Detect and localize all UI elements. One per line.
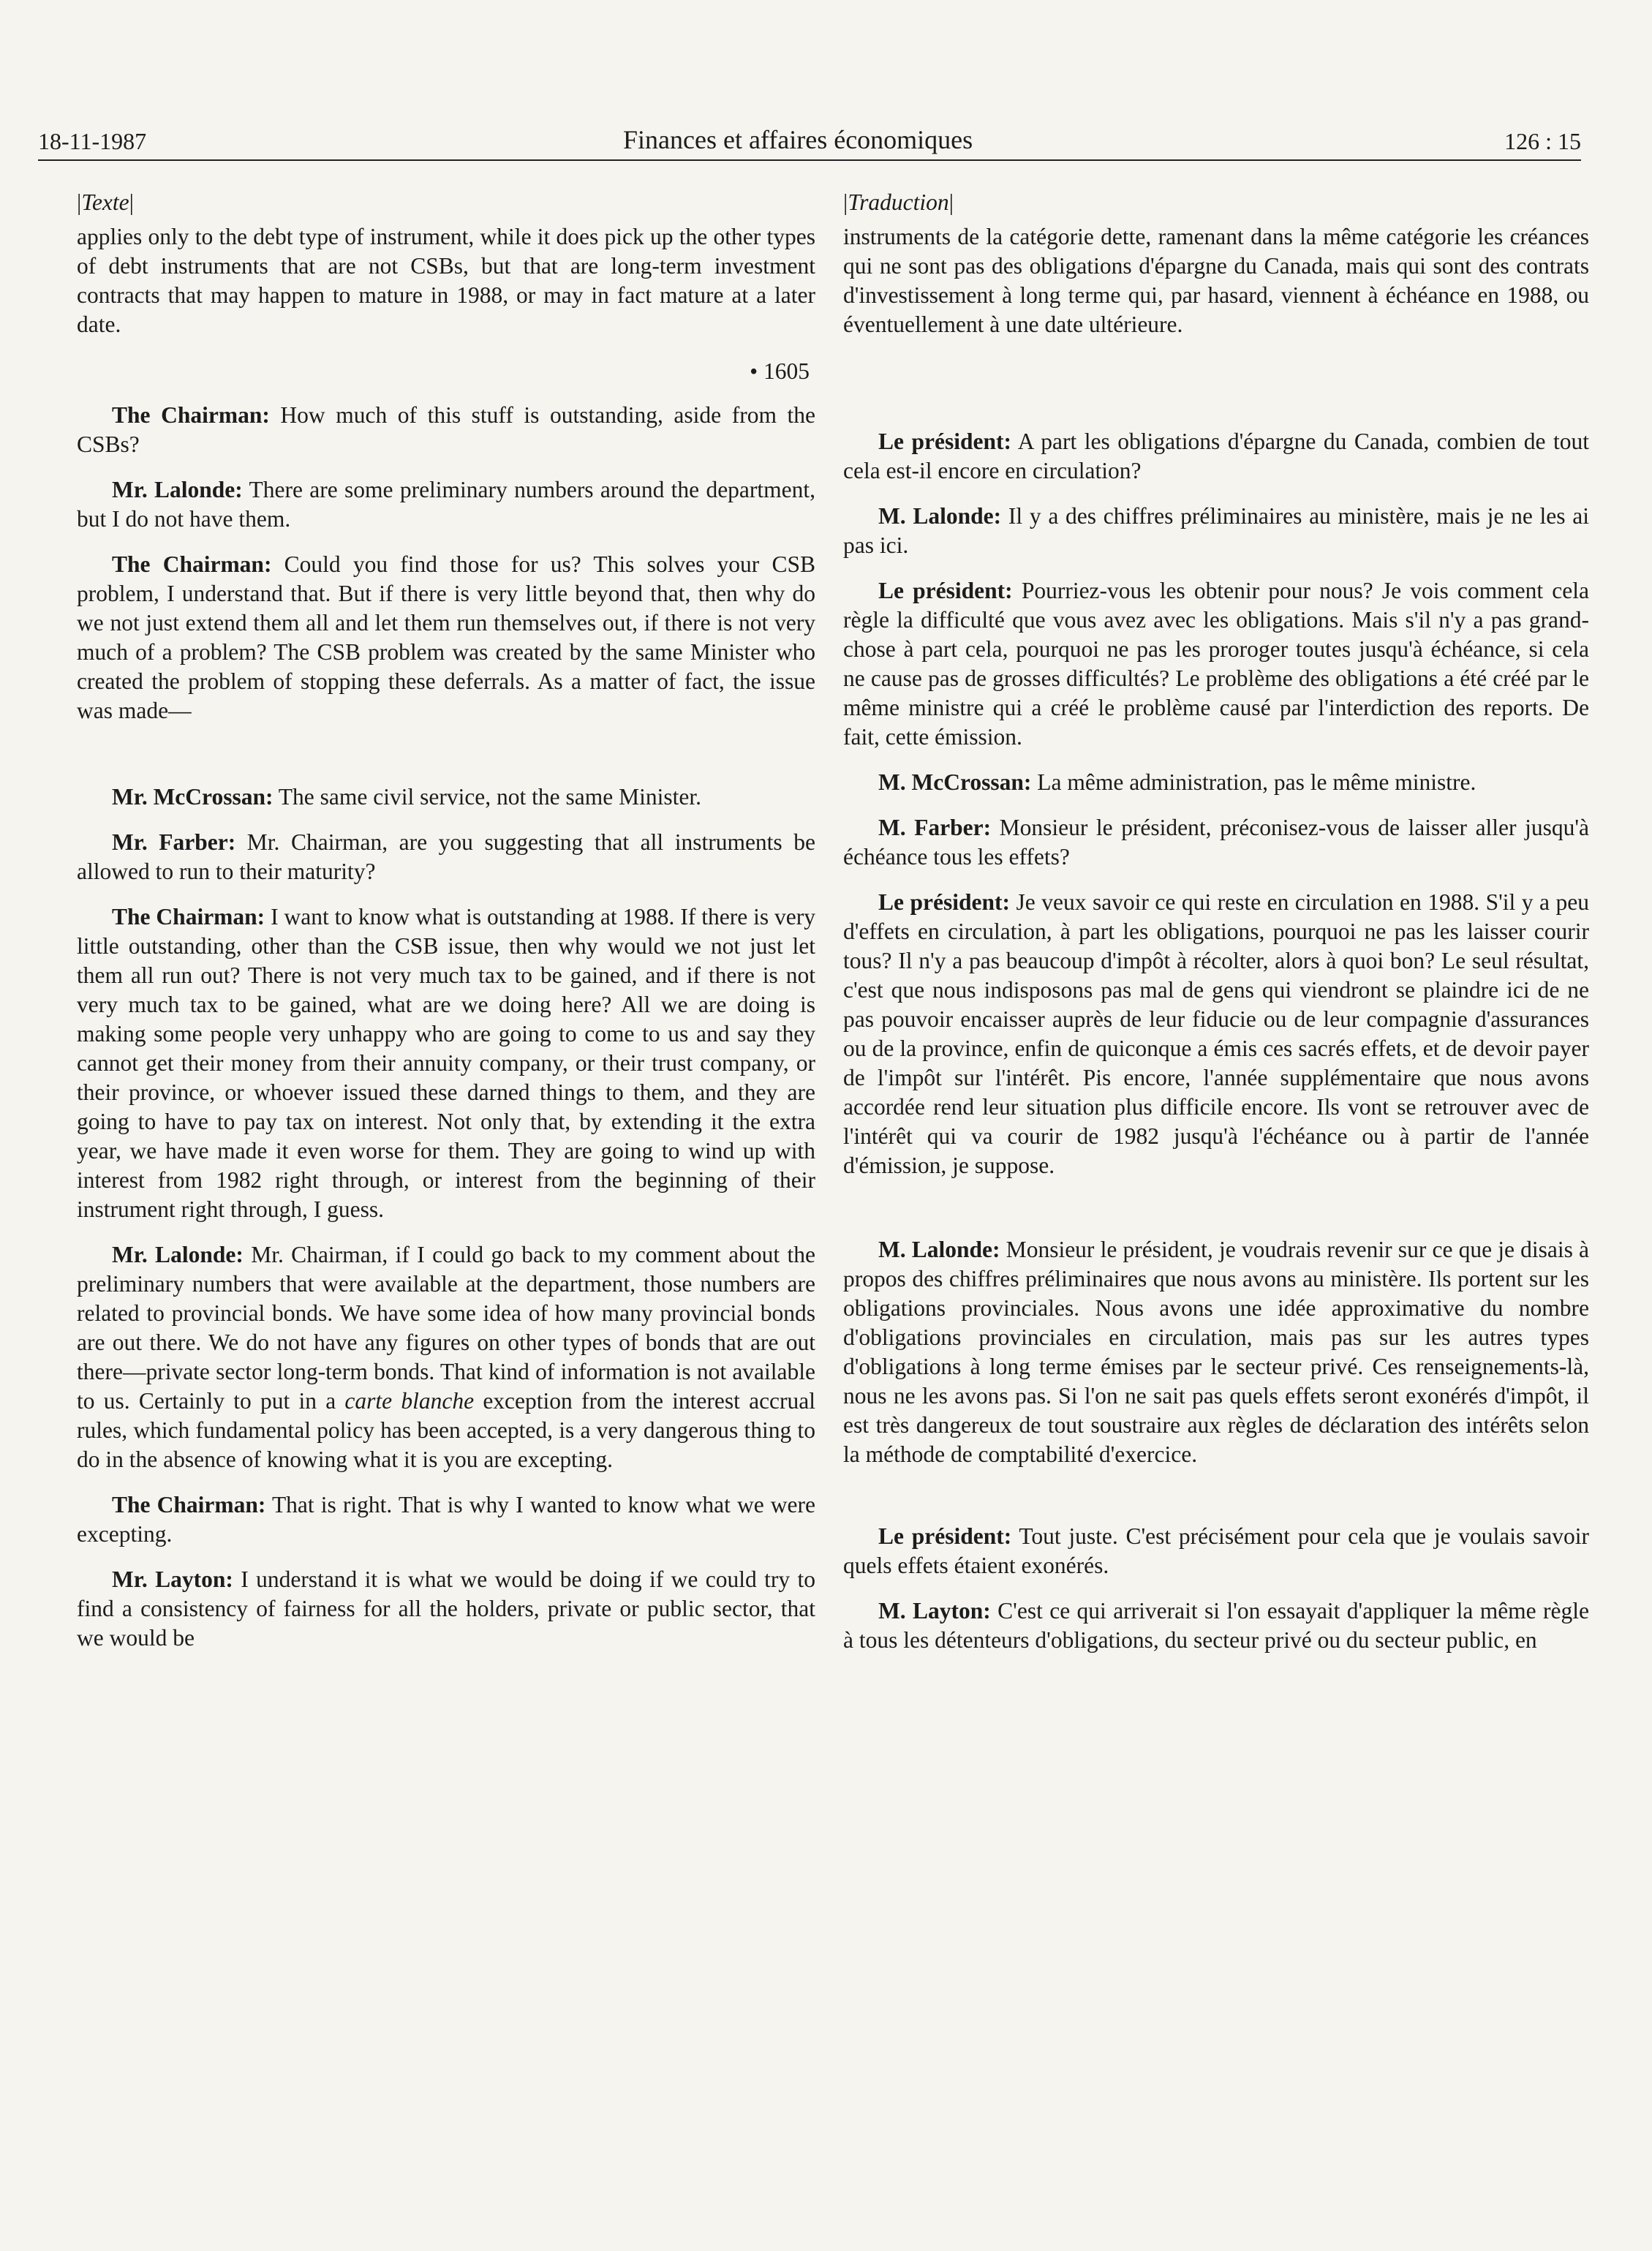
- speaker-name: Le président:: [878, 429, 1011, 454]
- speaker-name: Mr. McCrossan:: [112, 784, 274, 810]
- speaker-name: Mr. Layton:: [112, 1566, 233, 1592]
- speech-text: How much of this stuff is outstanding, aside from the CSBs?: [77, 402, 816, 457]
- speech-text: There are some preliminary numbers around the department, but I do not have them.: [77, 477, 816, 532]
- speaker-name: M. Lalonde:: [878, 1237, 1000, 1262]
- speech-paragraph: [77, 475, 815, 534]
- speech-text: Monsieur le président, préconisez-vous de laisser aller jusqu'à échéance tous les effets?: [843, 815, 1589, 870]
- right-column-text: [843, 189, 1589, 1655]
- column-label-texte: | Texte |: [77, 189, 815, 216]
- speaker-name: M. Lalonde:: [878, 503, 1002, 529]
- speech-text: A part les obligations d'épargne du Canada, combien de tout cela est-il encore en circulation?: [843, 429, 1589, 483]
- speech-paragraph: [843, 813, 1589, 872]
- continuation-paragraph: applies only to the debt type of instrument, while it does pick up the other types of debt instruments that are not CSBs, but that are long-term investment contracts that may happen to mature in 1988, or may in fact mature at a later date.: [77, 224, 815, 337]
- speech-text: La même administration, pas le même ministre.: [1031, 769, 1476, 795]
- speech-text: Could you find those for us? This solves your CSB problem, I understand that. But if there is very little beyond that, then why do we not just extend them all and let them run themselves out, if there is not very much of a problem? The CSB problem was created by the same Minister who created the problem of stopping these deferrals. As a matter of fact, the issue was made—: [77, 551, 815, 723]
- speech-paragraph: [843, 768, 1589, 797]
- speaker-name: The Chairman:: [112, 551, 272, 577]
- speech-text-continued: exception from the interest accrual rules, which fundamental policy has been accepted, is a very dangerous thing to do in the absence of knowing what it is you are excepting.: [77, 1388, 816, 1472]
- italic-phrase: carte blanche: [344, 1388, 475, 1414]
- speech-paragraph: [77, 1565, 815, 1653]
- speech-paragraph: [77, 902, 815, 1224]
- speech-text: I understand it is what we would be doing if we could try to find a consistency of fairness for all the holders, private or public sector, that we would be: [77, 1566, 815, 1651]
- column-label-traduction: | Traduction |: [843, 189, 1589, 216]
- speaker-name: The Chairman:: [112, 904, 265, 930]
- speaker-name: Mr. Lalonde:: [112, 1242, 244, 1267]
- speech-text: Tout juste. C'est précisément pour cela que je voulais savoir quels effets étaient exonérés.: [843, 1523, 1589, 1578]
- header-date: 18-11-1987: [38, 128, 147, 154]
- speech-paragraph: [843, 888, 1589, 1180]
- speaker-name: M. Layton:: [878, 1598, 991, 1624]
- speech-paragraph: [843, 1522, 1589, 1580]
- speech-paragraph: [77, 828, 815, 886]
- speaker-name: Mr. Lalonde:: [112, 477, 243, 502]
- speech-paragraph: [77, 1240, 815, 1474]
- speaker-name: The Chairman:: [112, 1492, 266, 1517]
- speech-paragraph: [843, 502, 1589, 560]
- speaker-name: The Chairman:: [112, 402, 270, 428]
- speech-paragraph: [843, 576, 1589, 752]
- speaker-name: M. McCrossan:: [878, 769, 1032, 795]
- speaker-name: Le président:: [878, 578, 1013, 603]
- speech-text: I want to know what is outstanding at 1988. If there is very little outstanding, other than the CSB issue, then why would we not just let them all run out? There is not very much tax to be gained, and if there is not very much tax to be gained, what are we doing here? All we are doing is making some people very unhappy who are going to come to us and say they cannot get their money from their annuity company, or their trust company, or their province, or whoever issued these darned things to them, and they are going to have to pay tax on interest. Not only that, by extending it the extra year, we have made it even worse for them. They are going to wind up with interest from 1982 right through, or interest from the beginning of their instrument right through, I guess.: [77, 904, 815, 1222]
- page-header: [38, 117, 1581, 161]
- speaker-name: Mr. Farber:: [112, 829, 236, 855]
- speech-text: C'est ce qui arriverait si l'on essayait d'appliquer la même règle à tous les détenteurs d'obligations, du secteur privé ou du secteur public, en: [843, 1598, 1589, 1653]
- continuation-paragraph: instruments de la catégorie dette, ramenant dans la même catégorie les créances qui ne sont pas des obligations d'épargne du Canada, mais qui sont des contrats d'investissement à long terme qui, par hasard, viennent à échéance en 1988, ou éventuellement à une date ultérieure.: [843, 224, 1589, 337]
- speech-text: Mr. Chairman, are you suggesting that all instruments be allowed to run to their maturity?: [77, 829, 815, 884]
- speech-paragraph: [77, 1490, 815, 1549]
- header-title: Finances et affaires économiques: [623, 125, 973, 154]
- speech-text: Pourriez-vous les obtenir pour nous? Je vois comment cela règle la difficulté que vous avez avec les obligations. Mais s'il n'y a pas grand-chose à part cela, pourquoi ne pas les proroger toutes jusqu'à échéance, si cela ne cause pas de grosses difficultés? Le problème des obligations a été créé par le même ministre qui a créé le problème causé par l'interdiction des reports. De fait, cette émission.: [843, 578, 1589, 750]
- speech-paragraph: [77, 783, 815, 812]
- speech-paragraph: [843, 1235, 1589, 1469]
- speaker-name: Le président:: [878, 889, 1010, 915]
- speech-text: Monsieur le président, je voudrais revenir sur ce que je disais à propos des chiffres préliminaires que nous avons au ministère. Ils portent sur les obligations provinciales. Nous avons une idée approximative du nombre d'obligations provinciales en circulation, mais pas sur les autres types d'obligations à long terme émises par le secteur privé. Ces renseignements-là, nous ne les avons pas. Si l'on ne sait pas quels effets seront exonérés d'impôt, il est très dangereux de tout soustraire aux règles de déclaration des intérêts selon la méthode de comptabilité d'exercice.: [843, 1237, 1589, 1467]
- speaker-name: Le président:: [878, 1523, 1012, 1549]
- speech-text: Je veux savoir ce qui reste en circulation en 1988. S'il y a peu d'effets en circulation, à part les obligations, pourquoi ne pas les laisser courir tous? Il n'y a pas beaucoup d'impôt à récolter, alors à quoi bon? Le seul résultat, c'est que nous indisposons pas mal de gens qui viendront se plaindre ici de ne pas pouvoir encaisser auprès de leur fiducie ou de leur compagnie d'assurances ou de la province, enfin de quiconque a émis ces sacrés effets, et de devoir payer de l'impôt sur l'intérêt. Pis encore, l'année supplémentaire que nous avons accordée rend leur situation plus difficile encore. Ils vont se retrouver avec de l'intérêt qui va courir de 1982 jusqu'à l'échéance ou à partir de l'année d'émission, je suppose.: [843, 889, 1589, 1178]
- speech-paragraph: [77, 401, 815, 459]
- header-page-number: 126 : 15: [1504, 128, 1581, 154]
- speech-paragraph: [843, 427, 1589, 486]
- speaker-name: M. Farber:: [878, 815, 992, 840]
- speech-text: Mr. Chairman, if I could go back to my comment about the preliminary numbers that were available at the department, those numbers are related to provincial bonds. We have some idea of how many provincial bonds are out there. We do not have any figures on other types of bonds that are out there—private sector long-term bonds. That kind of information is not available to us. Certainly to put in a: [77, 1242, 815, 1414]
- speech-paragraph: [843, 1596, 1589, 1655]
- speech-text: The same civil service, not the same Minister.: [273, 784, 702, 810]
- left-column-text: [77, 189, 815, 1653]
- timestamp: • 1605: [750, 358, 810, 384]
- speech-text: Il y a des chiffres préliminaires au ministère, mais je ne les ai pas ici.: [843, 503, 1589, 558]
- speech-text: That is right. That is why I wanted to know what we were excepting.: [77, 1492, 816, 1547]
- speech-paragraph: [77, 550, 815, 725]
